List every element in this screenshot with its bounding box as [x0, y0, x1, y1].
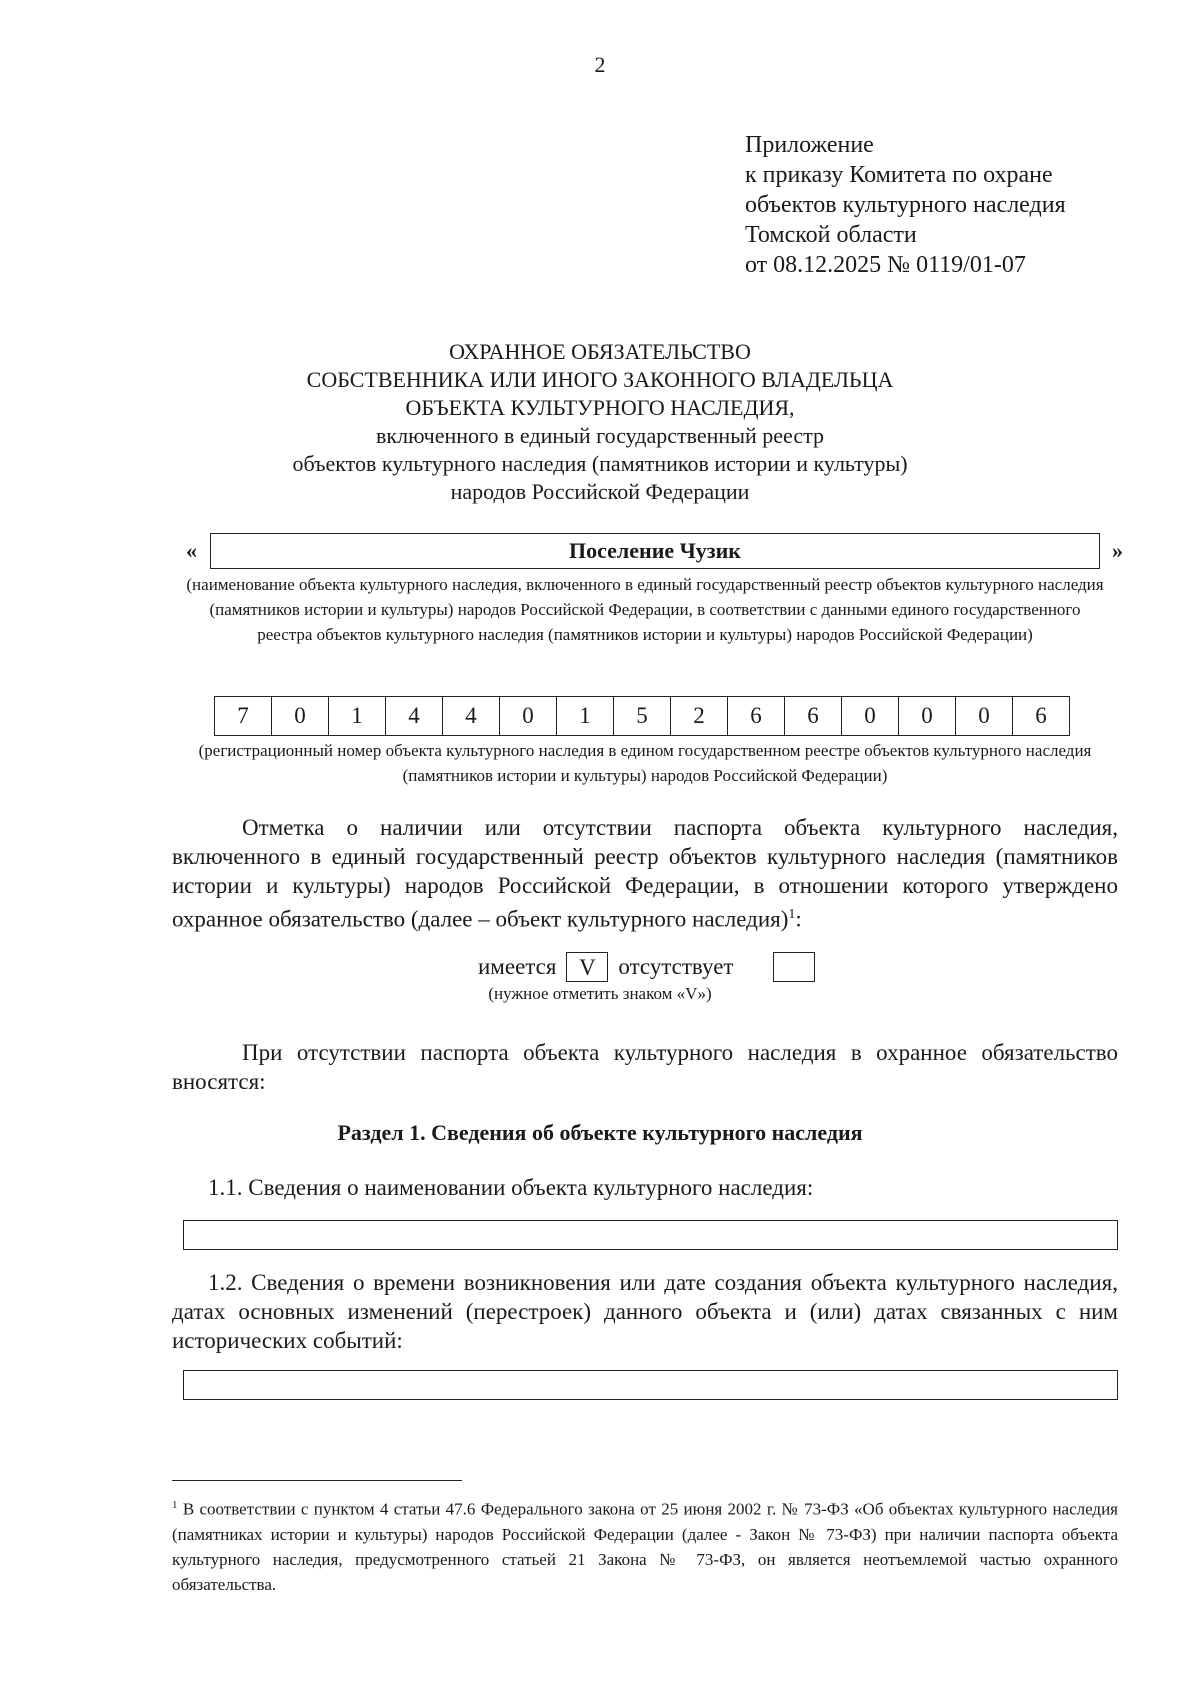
page-number: 2	[594, 52, 606, 77]
footnote-reference[interactable]: 1	[788, 907, 796, 922]
reg-digit-cell[interactable]: 4	[443, 697, 500, 736]
object-name-field[interactable]: Поселение Чузик	[210, 533, 1100, 569]
checkbox-instruction: (нужное отметить знаком «V»)	[488, 984, 712, 1003]
reg-digit-cell[interactable]: 0	[956, 697, 1013, 736]
passport-colon: :	[795, 906, 802, 932]
title-line: ОХРАННОЕ ОБЯЗАТЕЛЬСТВО	[449, 339, 751, 364]
reg-digit-cell[interactable]: 4	[386, 697, 443, 736]
appendix-line: объектов культурного наследия	[745, 192, 1066, 218]
appendix-order-date: от 08.12.2025 № 0119/01-07	[745, 252, 1026, 278]
title-line: СОБСТВЕННИКА ИЛИ ИНОГО ЗАКОННОГО ВЛАДЕЛЬЦА	[306, 367, 894, 392]
registration-number-caption: (регистрационный номер объекта культурного наследия в едином государственном реестре объектов культурного наследия (памятников истории и культуры) народов Российской Федерации)	[198, 741, 1092, 785]
footnote-divider	[172, 1480, 462, 1481]
item-1-2-label: 1.2. Сведения о времени возникновения или дате создания объекта культурного наследия, датах основных изменений (перестроек) данного объекта и (или) датах связанных с ним исторических событий:	[172, 1270, 1118, 1353]
document-title	[0, 338, 1200, 506]
reg-digit-cell[interactable]: 0	[272, 697, 329, 736]
reg-digit-cell[interactable]: 6	[785, 697, 842, 736]
item-1-1-label: 1.1. Сведения о наименовании объекта культурного наследия:	[208, 1175, 814, 1200]
reg-digit-cell[interactable]: 0	[899, 697, 956, 736]
subtitle-line: объектов культурного наследия (памятников истории и культуры)	[292, 451, 908, 476]
absent-passport-paragraph	[172, 1038, 1118, 1096]
registration-number-table	[214, 696, 1070, 736]
passport-checkbox-row	[478, 952, 825, 982]
item-1-1-field[interactable]	[183, 1220, 1118, 1250]
footnote-text: В соответствии с пунктом 4 статьи 47.6 Федерального закона от 25 июня 2002 г. № 73-ФЗ «Об объектах культурного наследия (памятниках истории и культуры) народов Российской Федерации (далее - Закон № 73-ФЗ) при наличии паспорта объекта культурного наследия, предусмотренного статьей 21 Закона № 73-ФЗ, он является неотъемлемой частью охранного обязательства.	[172, 1499, 1118, 1594]
absent-passport-text: При отсутствии паспорта объекта культурного наследия в охранное обязательство вносятся:	[172, 1040, 1118, 1094]
object-name-caption: (наименование объекта культурного наследия, включенного в единый государственный реестр объектов культурного наследия (памятников истории и культуры) народов Российской Федерации, в соответствии с данными единого государственного реестра объектов культурного наследия (памятников истории и культуры) народов Российской Федерации)	[186, 575, 1104, 644]
reg-digit-cell[interactable]: 0	[500, 697, 557, 736]
reg-digit-cell[interactable]: 1	[329, 697, 386, 736]
close-quote: »	[1112, 538, 1123, 563]
reg-digit-cell[interactable]: 0	[842, 697, 899, 736]
footnote	[172, 1493, 1118, 1597]
section-1-title: Раздел 1. Сведения об объекте культурного наследия	[337, 1120, 863, 1145]
open-quote: «	[186, 538, 197, 563]
passport-paragraph	[172, 813, 1118, 934]
subtitle-line: народов Российской Федерации	[450, 479, 750, 504]
has-passport-checkbox[interactable]: V	[566, 952, 608, 982]
reg-digit-cell[interactable]: 2	[671, 697, 728, 736]
title-line: ОБЪЕКТА КУЛЬТУРНОГО НАСЛЕДИЯ,	[405, 395, 795, 420]
reg-digit-cell[interactable]: 1	[557, 697, 614, 736]
has-passport-label: имеется	[478, 954, 557, 979]
reg-digit-cell[interactable]: 5	[614, 697, 671, 736]
appendix-line: Томской области	[745, 222, 917, 248]
footnote-marker: 1	[172, 1499, 178, 1511]
reg-digit-cell[interactable]: 6	[1013, 697, 1070, 736]
reg-digit-cell[interactable]: 7	[215, 697, 272, 736]
subtitle-line: включенного в единый государственный реестр	[376, 423, 824, 448]
passport-text: Отметка о наличии или отсутствии паспорта объекта культурного наследия, включенного в единый государственный реестр объектов культурного наследия (памятников истории и культуры) народов Российской Федерации, в отношении которого утверждено охранное обязательство (далее – объект культурного наследия)	[172, 815, 1118, 932]
reg-digit-cell[interactable]: 6	[728, 697, 785, 736]
appendix-line: Приложение	[745, 132, 874, 158]
appendix-line: к приказу Комитета по охране	[745, 162, 1053, 188]
absent-passport-label: отсутствует	[618, 954, 734, 979]
item-1-2-field[interactable]	[183, 1370, 1118, 1400]
item-1-2-paragraph	[172, 1268, 1118, 1355]
appendix-reference	[745, 130, 1066, 280]
absent-passport-checkbox[interactable]	[773, 952, 815, 982]
